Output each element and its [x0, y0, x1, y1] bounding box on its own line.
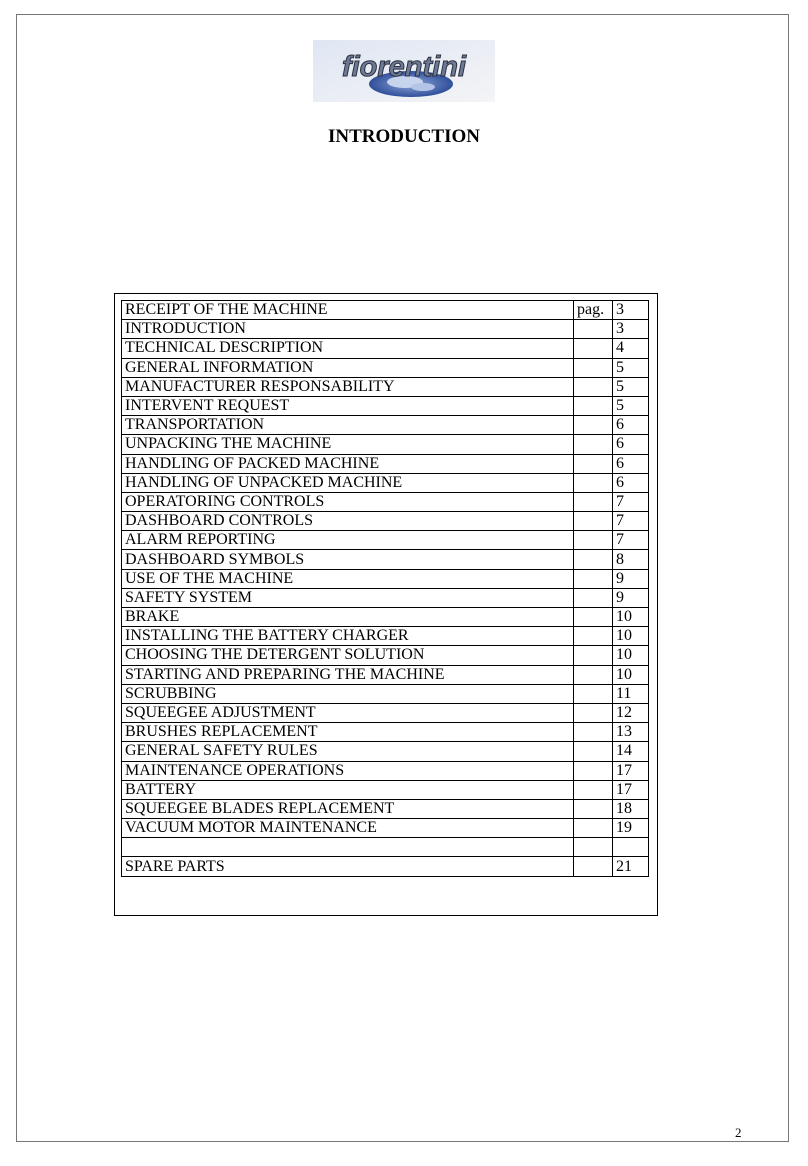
toc-entry-title: OPERATORING CONTROLS [122, 492, 574, 511]
toc-entry-page: 8 [613, 550, 649, 569]
toc-entry-title: BRAKE [122, 608, 574, 627]
toc-entry-title: SAFETY SYSTEM [122, 588, 574, 607]
page-number: 2 [735, 1125, 742, 1140]
toc-pag-cell [574, 608, 613, 627]
toc-entry-page: 10 [613, 665, 649, 684]
toc-row [122, 588, 649, 607]
toc-entry-page: 6 [613, 416, 649, 435]
toc-pag-cell [574, 627, 613, 646]
toc-entry-title: HANDLING OF PACKED MACHINE [122, 454, 574, 473]
toc-entry-title: MANUFACTURER RESPONSABILITY [122, 377, 574, 396]
toc-pag-cell [574, 742, 613, 761]
fiorentini-logo [313, 40, 495, 102]
toc-pag-cell [574, 857, 613, 876]
toc-entry-page: 5 [613, 396, 649, 415]
toc-row [122, 550, 649, 569]
toc-entry-page: 10 [613, 627, 649, 646]
toc-entry-page: 7 [613, 531, 649, 550]
toc-row [122, 838, 649, 857]
toc-entry-title: SQUEEGEE ADJUSTMENT [122, 703, 574, 722]
toc-row [122, 780, 649, 799]
toc-entry-title: BATTERY [122, 780, 574, 799]
toc-row [122, 723, 649, 742]
logo-text: fiorentini [341, 51, 467, 83]
toc-row [122, 627, 649, 646]
toc-pag-cell [574, 588, 613, 607]
toc-entry-title: INSTALLING THE BATTERY CHARGER [122, 627, 574, 646]
toc-entry-title: DASHBOARD CONTROLS [122, 512, 574, 531]
toc-row [122, 301, 649, 320]
toc-pag-cell [574, 454, 613, 473]
toc-row [122, 703, 649, 722]
toc-row [122, 512, 649, 531]
toc-pag-cell [574, 416, 613, 435]
toc-entry-page: 13 [613, 723, 649, 742]
toc-pag-cell [574, 396, 613, 415]
toc-row [122, 857, 649, 876]
toc-row [122, 819, 649, 838]
toc-pag-cell [574, 780, 613, 799]
toc-pag-cell [574, 569, 613, 588]
toc-row [122, 320, 649, 339]
toc-entry-title: UNPACKING THE MACHINE [122, 435, 574, 454]
toc-entry-page: 18 [613, 799, 649, 818]
toc-row [122, 435, 649, 454]
toc-row [122, 742, 649, 761]
toc-entry-page: 10 [613, 608, 649, 627]
toc-entry-page: 5 [613, 377, 649, 396]
toc-row [122, 377, 649, 396]
toc-entry-title: DASHBOARD SYMBOLS [122, 550, 574, 569]
toc-row [122, 396, 649, 415]
toc-entry-page: 17 [613, 780, 649, 799]
toc-row [122, 339, 649, 358]
toc-entry-title: ALARM REPORTING [122, 531, 574, 550]
toc-pag-cell [574, 838, 613, 857]
toc-entry-title: VACUUM MOTOR MAINTENANCE [122, 819, 574, 838]
page-title: INTRODUCTION [327, 126, 481, 147]
toc-entry-title: HANDLING OF UNPACKED MACHINE [122, 473, 574, 492]
toc-entry-page: 11 [613, 684, 649, 703]
toc-entry-page: 7 [613, 512, 649, 531]
toc-row [122, 492, 649, 511]
toc-entry-title: SPARE PARTS [122, 857, 574, 876]
toc-pag-cell [574, 320, 613, 339]
toc-entry-title: INTRODUCTION [122, 320, 574, 339]
toc-row [122, 646, 649, 665]
toc-row [122, 358, 649, 377]
toc-entry-page: 6 [613, 454, 649, 473]
toc-entry-page: 21 [613, 857, 649, 876]
toc-pag-cell [574, 473, 613, 492]
toc-entry-page: 5 [613, 358, 649, 377]
toc-entry-title: STARTING AND PREPARING THE MACHINE [122, 665, 574, 684]
toc-pag-cell [574, 339, 613, 358]
toc-row [122, 569, 649, 588]
toc-entry-title: TECHNICAL DESCRIPTION [122, 339, 574, 358]
toc-pag-cell [574, 761, 613, 780]
toc-entry-title: BRUSHES REPLACEMENT [122, 723, 574, 742]
toc-entry-title: RECEIPT OF THE MACHINE [122, 301, 574, 320]
toc-entry-title: TRANSPORTATION [122, 416, 574, 435]
toc-entry-page: 17 [613, 761, 649, 780]
toc-entry-title: SQUEEGEE BLADES REPLACEMENT [122, 799, 574, 818]
toc-pag-cell [574, 550, 613, 569]
toc-entry-page: 6 [613, 435, 649, 454]
toc-row [122, 454, 649, 473]
toc-entry-page: 6 [613, 473, 649, 492]
toc-entry-page: 10 [613, 646, 649, 665]
toc-entry-title: SCRUBBING [122, 684, 574, 703]
toc-entry-title: CHOOSING THE DETERGENT SOLUTION [122, 646, 574, 665]
toc-entry-page: 9 [613, 569, 649, 588]
toc-pag-cell [574, 377, 613, 396]
toc-row [122, 608, 649, 627]
toc-pag-cell [574, 684, 613, 703]
toc-entry-page: 14 [613, 742, 649, 761]
toc-pag-cell [574, 512, 613, 531]
toc-entry-title: INTERVENT REQUEST [122, 396, 574, 415]
toc-entry-page: 3 [613, 320, 649, 339]
toc-entry-title: MAINTENANCE OPERATIONS [122, 761, 574, 780]
toc-entry-page: 3 [613, 301, 649, 320]
toc-entry-title [122, 838, 574, 857]
toc-entry-title: USE OF THE MACHINE [122, 569, 574, 588]
toc-entry-title: GENERAL SAFETY RULES [122, 742, 574, 761]
toc-pag-cell [574, 646, 613, 665]
toc-pag-cell [574, 435, 613, 454]
toc-pag-cell [574, 665, 613, 684]
toc-row [122, 473, 649, 492]
toc-pag-cell [574, 799, 613, 818]
toc-row [122, 416, 649, 435]
toc-row [122, 799, 649, 818]
toc-row [122, 531, 649, 550]
toc-pag-cell [574, 819, 613, 838]
toc-entry-title: GENERAL INFORMATION [122, 358, 574, 377]
toc-entry-page: 19 [613, 819, 649, 838]
toc-pag-cell [574, 492, 613, 511]
toc-pag-cell [574, 531, 613, 550]
toc-entry-page: 12 [613, 703, 649, 722]
toc-table [121, 300, 649, 877]
toc-entry-page: 9 [613, 588, 649, 607]
toc-entry-page [613, 838, 649, 857]
toc-row [122, 665, 649, 684]
toc-pag-cell [574, 358, 613, 377]
toc-entry-page: 4 [613, 339, 649, 358]
toc-row [122, 761, 649, 780]
toc-row [122, 684, 649, 703]
toc-pag-cell [574, 703, 613, 722]
table-of-contents [114, 293, 658, 916]
toc-pag-cell: pag. [574, 301, 613, 320]
toc-entry-page: 7 [613, 492, 649, 511]
toc-pag-cell [574, 723, 613, 742]
